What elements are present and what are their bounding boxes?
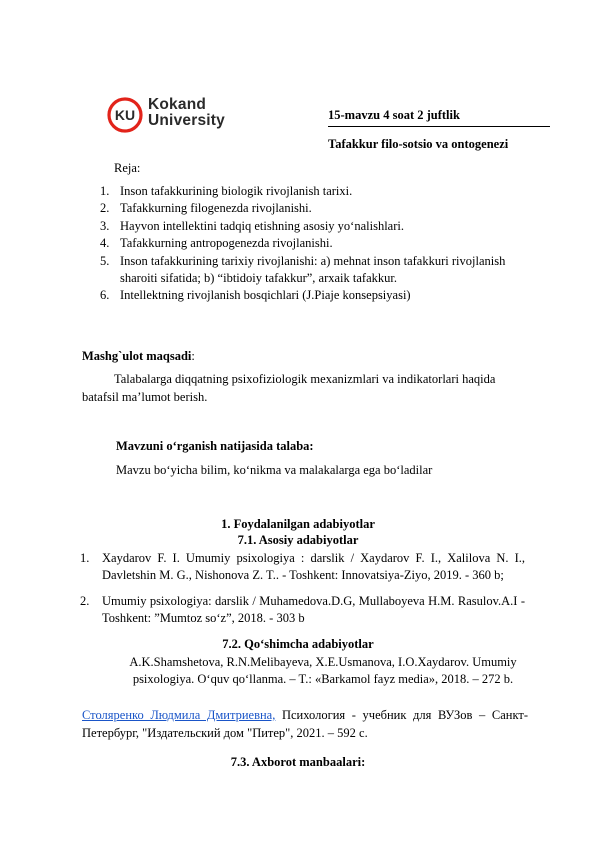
main-literature-list bbox=[80, 550, 525, 628]
plan-item-text: Hayvon intellektini tadqiq etishning asosiy yo‘nalishlari. bbox=[120, 218, 404, 233]
plan-item bbox=[100, 287, 520, 304]
reference-item bbox=[80, 593, 525, 628]
plan-title: Reja: bbox=[114, 161, 141, 175]
plan-item-text: Tafakkurning antropogenezda rivojlanishi. bbox=[120, 236, 333, 251]
plan-item-text: Intellektning rivojlanish bosqichlari (J.Piaje konsepsiyasi) bbox=[120, 288, 411, 303]
info-sources-title: 7.3. Axborot manbaalari: bbox=[230, 755, 366, 769]
russian-reference bbox=[82, 707, 528, 742]
plan-item bbox=[100, 183, 520, 200]
extra-literature-text: A.K.Shamshetova, R.N.Melibayeva, X.E.Usmanova, I.O.Xaydarov. Umumiy psixologiya. O‘quv qo‘llanma. – T.: «Barkamol fayz media», 2018. – 272 b. bbox=[129, 655, 517, 687]
main-literature-title: 7.1. Asosiy adabiyotlar bbox=[237, 533, 359, 547]
ku-logo-icon bbox=[106, 96, 146, 134]
logo-line-2: University bbox=[148, 112, 225, 129]
plan-item-number: 4. bbox=[100, 236, 110, 251]
goal-colon: : bbox=[191, 349, 195, 363]
extra-literature-title: 7.2. Qo‘shimcha adabiyotlar bbox=[222, 637, 374, 651]
plan-item bbox=[100, 200, 520, 217]
kokand-university-logo bbox=[106, 96, 246, 134]
author-link[interactable]: Столяренко Людмила Дмитриевна, bbox=[82, 708, 276, 722]
reference-text: Umumiy psixologiya: darslik / Muhamedova.D.G, Mullaboyeva H.M. Rasulov.A.I - Toshkent: ”Mumtoz so‘z”, 2018. - 303 b bbox=[102, 593, 525, 626]
goal-heading bbox=[82, 349, 195, 364]
reference-number: 2. bbox=[80, 593, 90, 608]
topic-line: 15-mavzu 4 soat 2 juftlik bbox=[328, 108, 550, 127]
reference-number: 1. bbox=[80, 551, 90, 565]
plan-item bbox=[100, 218, 520, 235]
goal-text: Talabalarga diqqatning psixofiziologik mexanizmlari va indikatorlari haqida batafsil ma’lumot berish. bbox=[82, 372, 496, 404]
plan-item-text: Tafakkurning filogenezda rivojlanishi. bbox=[120, 201, 312, 216]
plan-item-number: 2. bbox=[100, 201, 110, 216]
plan-list bbox=[100, 183, 520, 305]
plan-item-text: Inson tafakkurining biologik rivojlanish tarixi. bbox=[120, 184, 353, 198]
logo-mark-text: KU bbox=[114, 107, 136, 123]
literature-title: 1. Foydalanilgan adabiyotlar bbox=[221, 517, 375, 531]
goal-label: Mashg`ulot maqsadi bbox=[82, 349, 192, 363]
plan-item-text: Inson tafakkurining tarixiy rivojlanishi: a) mehnat inson tafakkuri rivojlanish sharoiti sifatida; b) “ibtidoiy tafakkur”, arxaik tafakkur. bbox=[120, 253, 506, 286]
plan-item bbox=[100, 235, 520, 252]
plan-item bbox=[100, 253, 520, 288]
plan-item-number: 1. bbox=[100, 184, 110, 198]
topic-title: Tafakkur filo-sotsio va ontogenezi bbox=[328, 137, 509, 151]
plan-item-number: 6. bbox=[100, 288, 110, 303]
outcomes-text: Mavzu bo‘yicha bilim, ko‘nikma va malakalarga ega bo‘ladilar bbox=[116, 463, 433, 477]
outcomes-title: Mavzuni o‘rganish natijasida talaba: bbox=[116, 439, 314, 453]
logo-line-1: Kokand bbox=[148, 96, 207, 113]
plan-item-number: 5. bbox=[100, 253, 110, 268]
russian-reference-text: Психология - учебник для ВУЗов – Санкт-Петербург, "Издательский дом "Питер", 2021. – 592 с. bbox=[82, 708, 528, 740]
reference-item bbox=[80, 550, 525, 585]
reference-text: Xaydarov F. I. Umumiy psixologiya : darslik / Xaydarov F. I., Xalilova N. I., Davletshin M. G., Nishonova Z. T.. - Toshkent: Innovatsiya-Ziyo, 2019. - 360 b; bbox=[102, 551, 525, 583]
logo-wordmark bbox=[148, 97, 225, 129]
plan-item-number: 3. bbox=[100, 218, 110, 233]
